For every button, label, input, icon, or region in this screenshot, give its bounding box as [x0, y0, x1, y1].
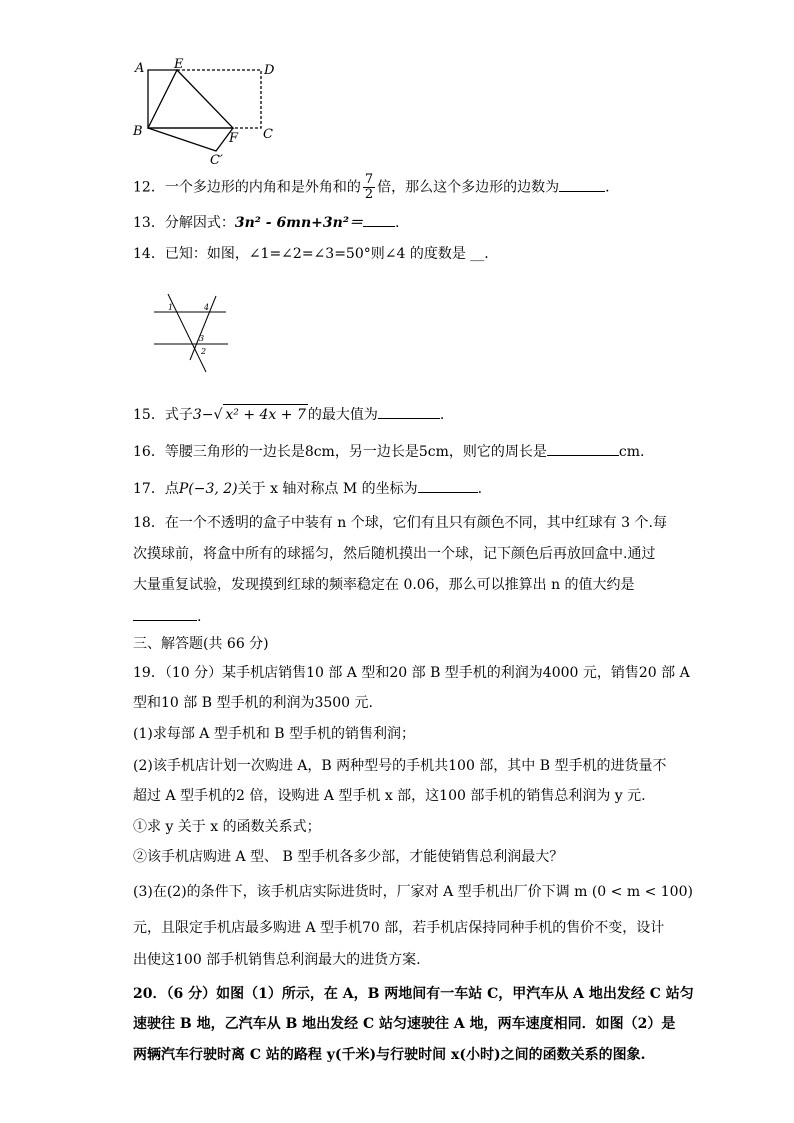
q15-text-b: 的最大值为	[307, 407, 378, 423]
question-15	[133, 404, 444, 425]
question-14	[133, 244, 489, 264]
folded-corner	[148, 128, 233, 151]
parallel-lines-figure	[148, 290, 238, 380]
question-20-line-1: 20．（6 分）如图（1）所示，在 A，B 两地间有一车站 C，甲汽车从 A 地出发经 C 站匀	[133, 986, 694, 1002]
q12-fraction	[363, 173, 375, 202]
q17-end: .	[477, 481, 483, 497]
q17-answer-blank	[418, 478, 478, 493]
label-D: D	[264, 63, 275, 78]
q13-expression: 3n² - 6mn+3n²＝	[234, 215, 363, 231]
q15-expression: 3−√ x² + 4x + 7	[193, 407, 308, 423]
q12-end: .	[605, 179, 610, 196]
question-19-line-4: (2)该手机店计划一次购进 A，B 两种型号的手机共100 部，其中 B 型手机的进货量不	[133, 758, 667, 774]
q12-answer-blank	[559, 177, 605, 192]
question-20-line-2: 速驶往 B 地，乙汽车从 B 地出发经 C 站匀速驶往 A 地，两车速度相同．如图（2）是	[133, 1016, 676, 1032]
q12-frac-den: 2	[364, 187, 374, 202]
label-C: C	[263, 127, 273, 142]
q18-end: .	[197, 609, 202, 625]
q17-text-b: 关于 x 轴对称点 M 的坐标为	[237, 481, 418, 497]
label-E: E	[174, 58, 184, 72]
q15-radicand: x² + 4x + 7	[223, 404, 307, 425]
q16-end: cm.	[618, 444, 645, 460]
q18-answer-blank	[133, 606, 197, 621]
q17-point: P(−3, 2)	[178, 481, 238, 497]
question-18-line-2: 次摸球前，将盒中所有的球摇匀，然后随机摸出一个球，记下颜色后再放回盒中.通过	[133, 546, 656, 562]
question-12	[133, 173, 610, 202]
question-19-line-8: (3)在(2)的条件下，该手机店实际进货时，厂家对 A 型手机出厂价下调 m (0 < m < 100)	[133, 884, 693, 900]
rect-solid-left	[148, 70, 233, 128]
folded-triangle	[148, 70, 233, 128]
q17-text-a: 17．点	[133, 481, 179, 497]
transversal-left	[168, 294, 206, 372]
q12-text-a: 12．一个多边形的内角和是外角和的	[133, 179, 361, 196]
q15-end: .	[439, 407, 445, 423]
question-19-line-6: ①求 y 关于 x 的函数关系式；	[133, 819, 321, 835]
question-16	[133, 441, 644, 462]
label-B: B	[133, 124, 143, 139]
question-19-line-7: ②该手机店购进 A 型、 B 型手机各多少部，才能使销售总利润最大？	[133, 849, 564, 865]
question-18-line-1: 18．在一个不透明的盒子中装有 n 个球，它们有且只有颜色不同，其中红球有 3 个.每	[133, 515, 667, 531]
angle-label-2: 2	[201, 347, 207, 356]
label-C-prime: C′	[210, 153, 223, 168]
q12-text-b: 倍，那么这个多边形的边数为	[377, 179, 560, 196]
q15-expr-prefix: 3−	[192, 407, 214, 423]
q12-frac-num: 7	[364, 172, 374, 187]
question-13	[133, 212, 399, 233]
question-19-line-10: 出使这100 部手机销售总利润最大的进货方案.	[133, 952, 421, 968]
question-19-line-3: (1)求每部 A 型手机和 B 型手机的销售利润；	[133, 726, 416, 742]
question-20-line-3: 两辆汽车行驶时离 C 站的路程 y(千米)与行驶时间 x(小时)之间的函数关系的图象.	[133, 1047, 646, 1063]
rect-dashed-right	[177, 70, 261, 128]
q13-text-a: 13．分解因式：	[133, 215, 235, 231]
question-19-line-9: 元，且限定手机店最多购进 A 型手机70 部，若手机店保持同种手机的售价不变，设计	[133, 920, 665, 936]
angle-label-4: 4	[204, 303, 210, 312]
label-A: A	[135, 61, 145, 76]
q15-text-a: 15．式子	[133, 407, 193, 423]
question-17	[133, 478, 482, 499]
angle-label-1: 1	[168, 303, 174, 312]
label-F: F	[229, 131, 239, 146]
folding-rectangle-figure	[128, 58, 278, 168]
question-19-line-1: 19．（10 分）某手机店销售10 部 A 型和20 部 B 型手机的利润为4000 元，销售20 部 A	[133, 665, 690, 681]
q13-answer-blank	[363, 212, 395, 227]
question-18-line-3: 大量重复试验，发现摸到红球的频率稳定在 0.06，那么可以推算出 n 的值大约是	[133, 577, 635, 593]
q16-answer-blank	[547, 441, 619, 456]
q14-text: 14．已知：如图，∠1=∠2=∠3=50°则∠4 的度数是 __.	[133, 246, 489, 262]
q15-answer-blank	[378, 404, 440, 419]
question-19-line-2: 型和10 部 B 型手机的利润为3500 元.	[133, 695, 373, 711]
angle-label-3: 3	[199, 334, 205, 343]
section-3-title: 三、解答题(共 66 分)	[133, 636, 269, 652]
q13-end: .	[394, 215, 400, 231]
question-18-line-4	[133, 606, 201, 627]
question-19-line-5: 超过 A 型手机的2 倍，设购进 A 型手机 x 部，这100 部手机的销售总利润为 y 元.	[133, 788, 646, 804]
q16-text-a: 16．等腰三角形的一边长是8cm，另一边长是5cm，则它的周长是	[133, 444, 547, 460]
